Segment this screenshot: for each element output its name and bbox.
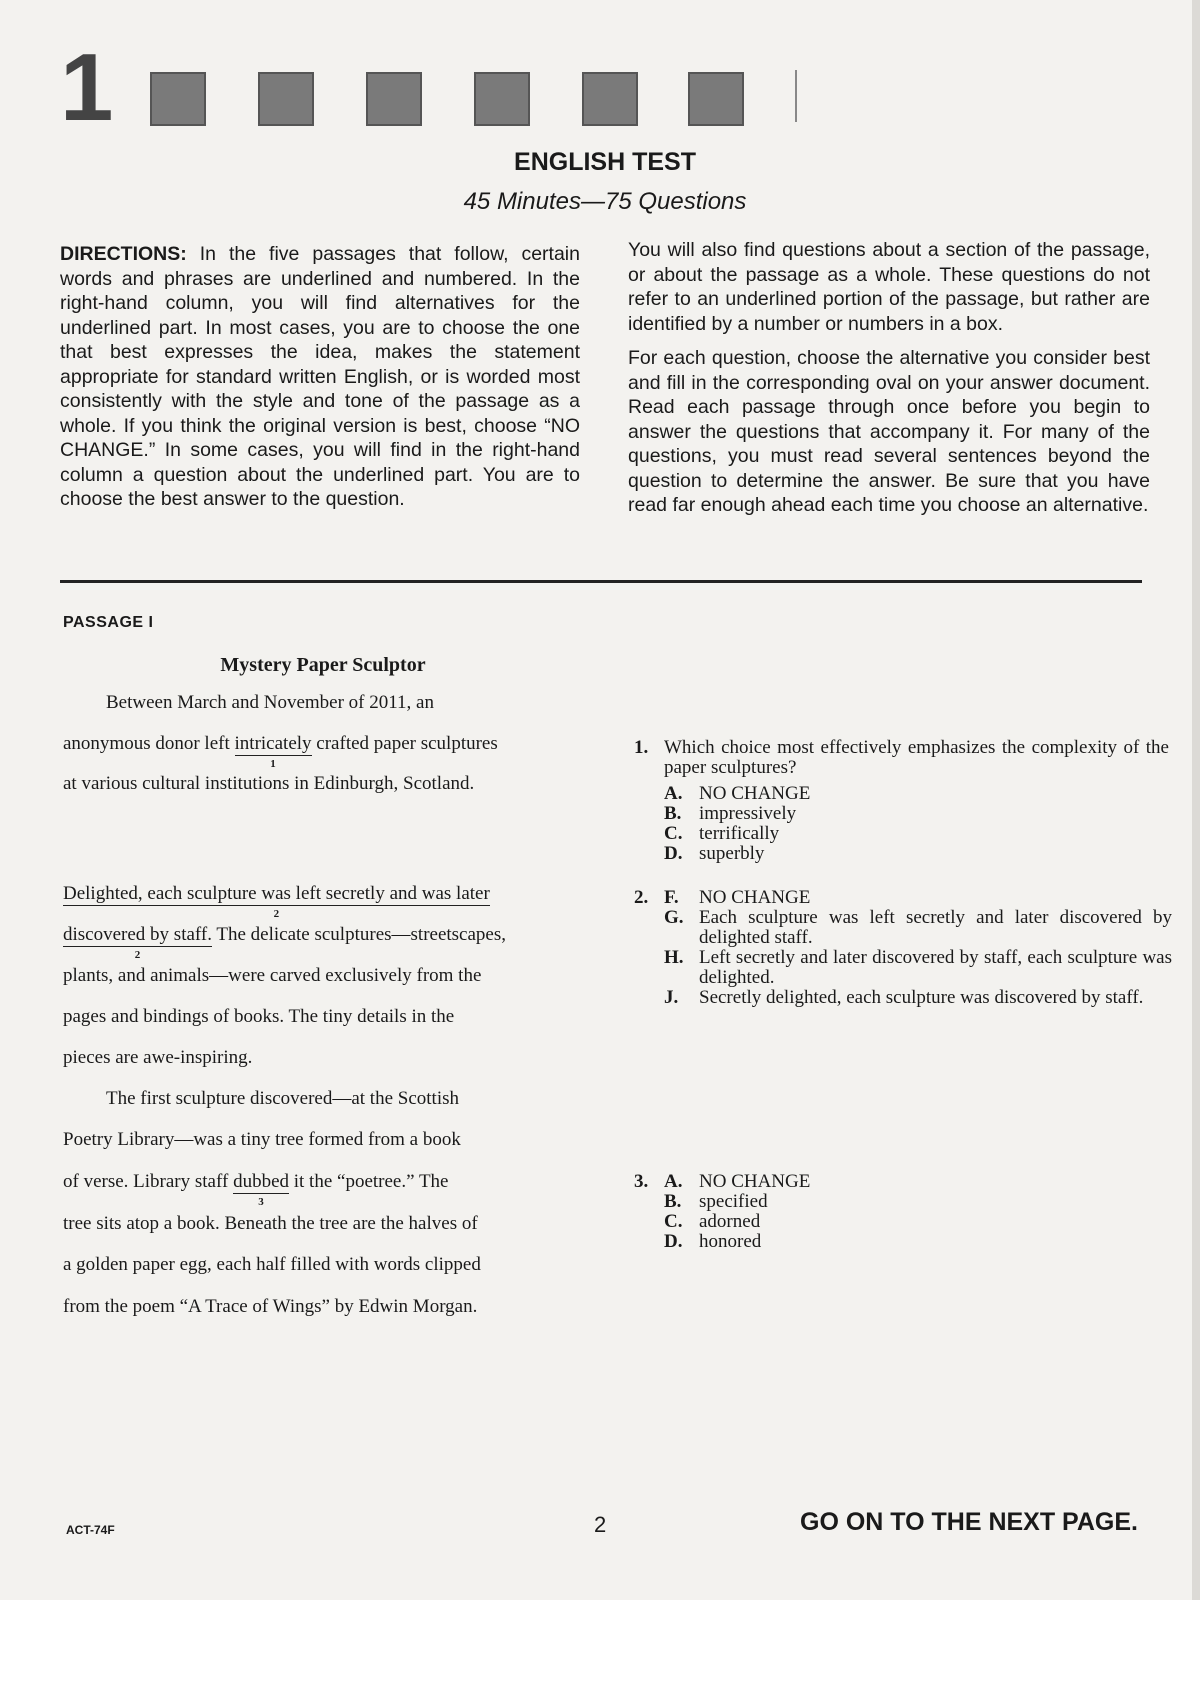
passage-line: a golden paper egg, each half filled with words clipped	[63, 1254, 481, 1275]
answer-option[interactable]	[634, 888, 1172, 908]
question-marker: 3	[258, 1195, 264, 1208]
passage-line: from the poem “A Trace of Wings” by Edwin Morgan.	[63, 1296, 478, 1317]
option-text: NO CHANGE	[699, 887, 811, 908]
header-square	[582, 72, 638, 126]
header-square	[258, 72, 314, 126]
option-letter: C.	[664, 1211, 683, 1232]
section-divider	[60, 580, 1142, 583]
option-text: impressively	[699, 803, 797, 824]
header-square	[366, 72, 422, 126]
option-letter: F.	[664, 887, 679, 908]
option-letter: B.	[664, 803, 682, 824]
underlined-text: intricately	[234, 733, 312, 754]
passage-line: The first sculpture discovered—at the Scottish	[106, 1088, 459, 1109]
question-marker: 1	[270, 757, 276, 770]
option-text: NO CHANGE	[699, 783, 811, 804]
passage-line	[63, 733, 498, 770]
question-marker: 2	[273, 907, 280, 920]
option-text: terrifically	[699, 823, 780, 844]
directions-right	[628, 238, 1150, 528]
underlined-text: dubbed	[233, 1171, 289, 1192]
question-number: 3.	[634, 1171, 649, 1192]
passage-line: pages and bindings of books. The tiny details in the	[63, 1006, 455, 1027]
directions-right-para-1: You will also find questions about a section of the passage, or about the passage as a whole. These questions do not refer to an underlined portion of the passage, but rather are identified by a number or numbers in a box.	[628, 239, 1150, 335]
passage-line: Between March and November of 2011, an	[106, 692, 434, 713]
passage-line: pieces are awe-inspiring.	[63, 1047, 253, 1068]
option-letter: G.	[664, 907, 684, 928]
option-letter: D.	[664, 1231, 683, 1252]
header-square	[150, 72, 206, 126]
passage-line: tree sits atop a book. Beneath the tree are the halves of	[63, 1213, 478, 1234]
directions-label: DIRECTIONS:	[60, 243, 187, 265]
option-text: superbly	[699, 843, 765, 864]
option-text: honored	[699, 1231, 762, 1252]
option-text: Each sculpture was left secretly and later discovered by delighted staff.	[699, 907, 1172, 948]
question-marker: 2	[134, 948, 141, 961]
option-letter: H.	[664, 947, 684, 968]
underlined-text: discovered by staff.	[63, 924, 212, 945]
directions-left	[60, 242, 580, 512]
directions-right-para-2: For each question, choose the alternative you consider best and fill in the corresponding oval on your answer document. Read each passage through once before you begin to answer the questions that accompany it. For many of the questions, you must read several sentences beyond the question to determine the answer. Be sure that you have read far enough ahead each time you choose an alternative.	[628, 347, 1150, 516]
answer-option[interactable]	[634, 784, 1172, 804]
passage-text: anonymous donor left	[63, 733, 235, 754]
option-letter: A.	[664, 1171, 683, 1192]
option-letter: D.	[664, 843, 683, 864]
passage-text: The delicate sculptures—streetscapes,	[211, 924, 507, 945]
option-letter: J.	[664, 987, 679, 1008]
question-2	[634, 888, 1172, 1008]
underlined-segment-3	[233, 1171, 289, 1208]
option-text: adorned	[699, 1211, 761, 1232]
option-text: Secretly delighted, each sculpture was discovered by staff.	[699, 987, 1144, 1008]
header-bar	[795, 70, 797, 122]
option-text: NO CHANGE	[699, 1171, 811, 1192]
passage-line	[63, 1171, 449, 1208]
question-number: 2.	[634, 887, 649, 908]
passage-line: at various cultural institutions in Edinburgh, Scotland.	[63, 773, 475, 794]
answer-option[interactable]	[634, 824, 1172, 844]
passage-text: it the “poetree.” The	[289, 1171, 449, 1192]
header-square	[688, 72, 744, 126]
passage-line	[63, 924, 507, 961]
passage-text: of verse. Library staff	[63, 1171, 234, 1192]
test-title: ENGLISH TEST	[514, 148, 696, 176]
page-number: 2	[594, 1512, 607, 1537]
question-stem	[634, 738, 1169, 778]
answer-option[interactable]	[634, 1212, 1172, 1232]
section-number: 1	[60, 34, 110, 141]
option-letter: B.	[664, 1191, 682, 1212]
header-square	[474, 72, 530, 126]
underlined-segment-2	[63, 883, 490, 920]
page-edge	[1192, 0, 1200, 1600]
underlined-text: Delighted, each sculpture was left secretly and was later	[63, 883, 490, 904]
passage-text: crafted paper sculptures	[311, 733, 498, 754]
option-text: Left secretly and later discovered by staff, each sculpture was delighted.	[699, 947, 1172, 988]
next-page-notice: GO ON TO THE NEXT PAGE.	[800, 1508, 1139, 1536]
underlined-segment-1	[234, 733, 312, 770]
option-text: specified	[699, 1191, 768, 1212]
question-3	[634, 1172, 1172, 1252]
test-subtitle: 45 Minutes—75 Questions	[463, 188, 747, 215]
passage-title: Mystery Paper Sculptor	[220, 654, 426, 676]
directions-left-text: In the five passages that follow, certain words and phrases are underlined and numbered. In the right-hand column, you will find alternatives for the underlined part. In most cases, you are to choose the one that best expresses the idea, makes the statement appropriate for standard written English, or is worded most consistently with the style and tone of the passage as a whole. If you think the original version is best, choose “NO CHANGE.” In some cases, you will find in the right-hand column a question about the underlined part. You are to choose the best answer to the question.	[60, 243, 580, 510]
question-stem-text: Which choice most effectively emphasizes the complexity of the paper sculptures?	[664, 737, 1169, 778]
answer-option[interactable]	[634, 844, 1172, 864]
question-number: 1.	[634, 737, 649, 758]
option-letter: C.	[664, 823, 683, 844]
answer-option[interactable]	[634, 908, 1172, 948]
underlined-segment-2	[63, 924, 212, 961]
passage-line: Poetry Library—was a tiny tree formed from a book	[63, 1129, 461, 1150]
passage-line	[63, 883, 490, 920]
answer-option[interactable]	[634, 804, 1172, 824]
form-code: ACT-74F	[66, 1523, 115, 1537]
answer-option[interactable]	[634, 1192, 1172, 1212]
answer-option[interactable]	[634, 1172, 1172, 1192]
answer-option[interactable]	[634, 948, 1172, 988]
option-letter: A.	[664, 783, 683, 804]
answer-option[interactable]	[634, 988, 1172, 1008]
passage-line: plants, and animals—were carved exclusively from the	[63, 965, 482, 986]
answer-option[interactable]	[634, 1232, 1172, 1252]
passage-label: PASSAGE I	[63, 614, 154, 631]
question-1	[634, 738, 1172, 864]
